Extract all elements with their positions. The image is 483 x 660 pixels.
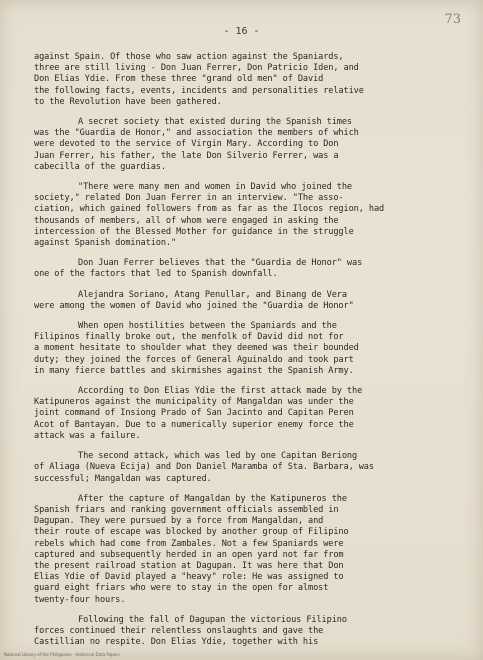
text-line: A secret society that existed during the Spanish times bbox=[78, 117, 352, 128]
text-line: Castillian no respite. Don Elias Ydie, together with his bbox=[34, 637, 319, 648]
archive-footer: National Library of the Philippines · Historical Data Papers bbox=[4, 652, 120, 657]
text-line: the present railroad station at Dagupan. It was here that Don bbox=[34, 560, 344, 571]
paragraph bbox=[34, 290, 456, 312]
text-line: forces continued their relentless onslaughts and gave the bbox=[34, 625, 324, 636]
text-line: Following the fall of Dagupan the victorious Filipino bbox=[78, 614, 347, 625]
text-line: rebels which had come from Zambales. Not a few Spaniards were bbox=[34, 538, 344, 549]
text-line: ciation, which gained followers from as far as the Ilocos region, had bbox=[34, 204, 385, 215]
paragraph bbox=[34, 321, 456, 377]
text-line: a moment hesitate to shoulder what they deemed was their bounded bbox=[34, 343, 359, 354]
text-line: intercession of the Blessed Mother for guidance in the struggle bbox=[34, 226, 354, 237]
text-line: successful; Mangaldan was captured. bbox=[34, 473, 212, 484]
page-number: - 16 - bbox=[223, 26, 260, 37]
text-line: in many fierce battles and skirmishes against the Spanish Army. bbox=[34, 365, 354, 376]
text-line: the following facts, events, incidents and personalities relative bbox=[34, 85, 364, 96]
text-line: According to Don Elias Ydie the first attack made by the bbox=[78, 386, 363, 397]
text-line: Juan Ferrer, his father, the late Don Silverio Ferrer, was a bbox=[34, 150, 339, 161]
text-line: Alejandra Soriano, Atang Penullar, and Binang de Vera bbox=[78, 289, 347, 300]
text-line: Spanish friars and ranking government officials assembled in bbox=[34, 504, 339, 515]
text-line: Dagupan. They were pursued by a force from Mangaldan, and bbox=[34, 516, 324, 527]
text-line: After the capture of Mangaldan by the Katipuneros the bbox=[78, 493, 347, 504]
text-line: Don Elias Ydie. From these three "grand old men" of David bbox=[34, 74, 324, 85]
text-line: cabecilla of the guardias. bbox=[34, 161, 166, 172]
text-line: was the "Guardia de Honor," and association the members of which bbox=[34, 128, 359, 139]
text-line: joint command of Insiong Prado of San Jacinto and Capitan Peren bbox=[34, 408, 354, 419]
text-line: three are still living - Don Juan Ferrer, Don Patricio Iden, and bbox=[34, 63, 359, 74]
text-line: Katipuneros against the municipality of Mangaldan was under the bbox=[34, 397, 354, 408]
text-line: Don Juan Ferrer believes that the "Guardia de Honor" was bbox=[78, 258, 363, 269]
text-line: society," related Don Juan Ferrer in an interview. "The asso- bbox=[34, 193, 344, 204]
text-line: The second attack, which was led by one Capitan Beriong bbox=[78, 451, 358, 462]
text-line: of Aliaga (Nueva Ecija) and Don Daniel Maramba of Sta. Barbara, was bbox=[34, 462, 374, 473]
text-line: against Spanish domination." bbox=[34, 238, 177, 249]
paragraph bbox=[34, 386, 456, 442]
paragraph bbox=[34, 615, 456, 649]
text-line: against Spain. Of those who saw action against the Spaniards, bbox=[34, 52, 344, 62]
text-line: guard eight friars who were to stay in the open for almost bbox=[34, 583, 329, 594]
text-line: their route of escape was blocked by another group of Filipino bbox=[34, 527, 349, 538]
text-line: Filipinos finally broke out, the menfolk of David did not for bbox=[34, 332, 344, 343]
text-line: "There were many men and women in David who joined the bbox=[78, 182, 352, 193]
text-line: one of the factors that led to Spanish downfall. bbox=[34, 269, 278, 280]
paragraph bbox=[34, 451, 456, 485]
paragraph bbox=[34, 182, 456, 249]
paragraph bbox=[34, 258, 456, 280]
paragraph bbox=[34, 52, 456, 108]
folio-number: 73 bbox=[444, 12, 461, 27]
document-body bbox=[34, 52, 456, 657]
text-line: twenty-four hours. bbox=[34, 594, 126, 605]
text-line: were devoted to the service of Virgin Mary. According to Don bbox=[34, 139, 339, 150]
text-line: duty; they joined the forces of General Aguinaldo and took part bbox=[34, 354, 354, 365]
paragraph bbox=[34, 117, 456, 173]
text-line: thousands of members, all of whom were engaged in asking the bbox=[34, 215, 339, 226]
paragraph bbox=[34, 494, 456, 606]
text-line: captured and subsequently herded in an open yard not far from bbox=[34, 549, 344, 560]
text-line: were among the women of David who joined the "Guardia de Honor" bbox=[34, 300, 354, 311]
text-line: Elias Ydie of David played a "heavy" role: He was assigned to bbox=[34, 572, 344, 583]
text-line: to the Revolution have been gathered. bbox=[34, 96, 222, 107]
text-line: attack was a failure. bbox=[34, 430, 141, 441]
text-line: Acot of Bantayan. Due to a numerically superior enemy force the bbox=[34, 419, 354, 430]
text-line: When open hostilities between the Spaniards and the bbox=[78, 321, 337, 332]
